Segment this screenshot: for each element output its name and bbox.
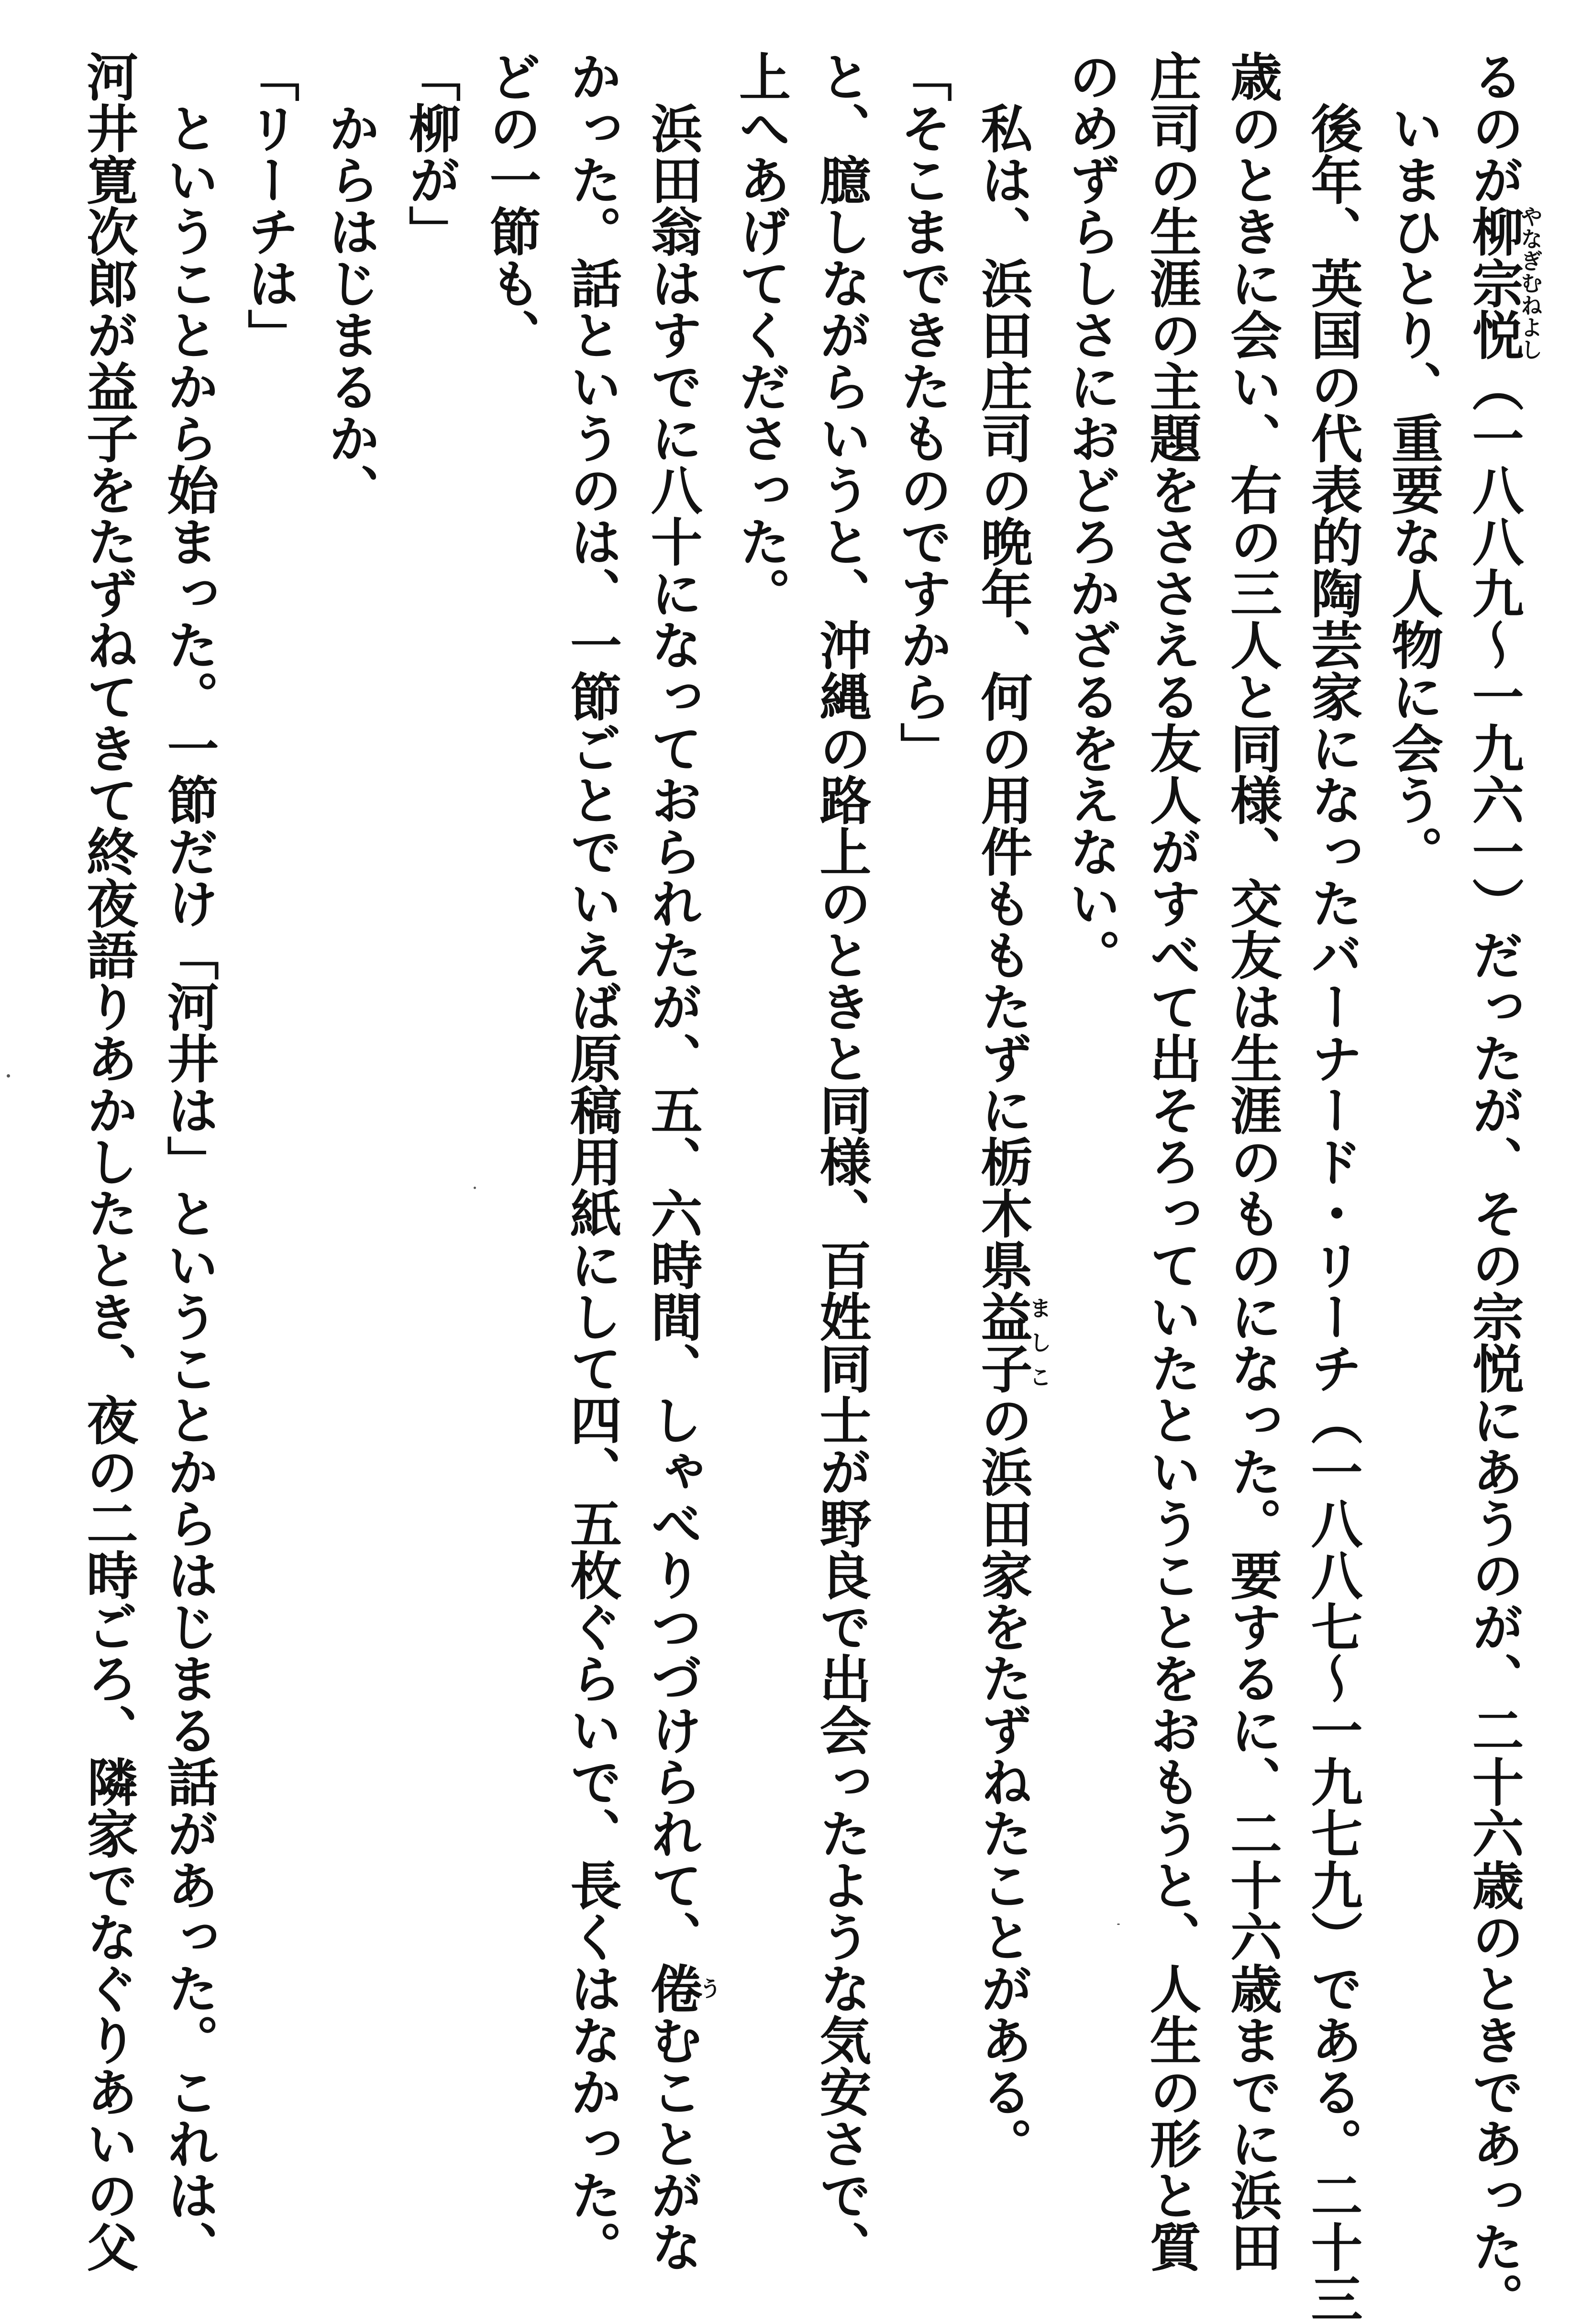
text-line-17: ということから始まった。一節だけ「河井は」ということからはじまる話があった。これは、 [158, 102, 219, 2272]
ruby-yanagi-muneyoshi: 柳宗悦やなぎむねよし [1463, 205, 1543, 360]
text-line-6: のめずらしさにおどろかざるをえない。 [1060, 50, 1121, 980]
scan-speck [1117, 1924, 1120, 1925]
text-line-3: 後年、英国の代表的陶芸家になったバーナード・リーチ（一八八七〜一九七九）である。二十三 [1302, 102, 1362, 2324]
text-line-12: かった。話というのは、一節ごとでいえば原稿用紙にして四、五枚ぐらいで、長くはなかった。 [561, 50, 622, 2272]
text-line-2: いまひとり、重要な人物に会う。 [1383, 102, 1443, 877]
text-line-10: 上へあげてくださった。 [730, 50, 791, 619]
scan-speck [474, 1187, 476, 1189]
text-line-16: 「リーチは」 [239, 50, 299, 360]
text-line-5: 庄司の生涯の主題をささえる友人がすべて出そろっていたということをおもうと、人生の形と質 [1141, 50, 1201, 2272]
ruby-mashiko: 益子ましこ [972, 1290, 1052, 1394]
ruby-u: 倦う [642, 1962, 722, 2014]
text-line-13: どの一節も、 [481, 50, 541, 360]
vertical-text-block [67, 50, 1543, 2324]
text-line-7: 私は、浜田庄司の晩年、何の用件ももたずに栃木県益子ましこの浜田家をたずねたことがある。 [972, 102, 1052, 2169]
text-line-9: と、臆しながらいうと、沖縄の路上のときと同様、百姓同士が野良で出会ったような気安さで、 [811, 50, 871, 2272]
text-line-18: 河井寛次郎が益子をたずねてきて終夜語りあかしたとき、夜の二時ごろ、隣家でなぐりあいの父 [77, 50, 138, 2272]
text-line-1: るのが柳宗悦やなぎむねよし（一八八九〜一九六一）だったが、その宗悦にあうのが、二十六歳のときであった。 [1463, 50, 1543, 2324]
text-line-14: 「柳が」 [400, 50, 461, 257]
text-line-4: 歳のときに会い、右の三人と同様、交友は生涯のものになった。要するに、二十六歳までに浜田 [1221, 50, 1282, 2272]
scan-speck [7, 1074, 10, 1078]
text-line-15: からはじまるか、 [320, 102, 380, 515]
text-line-8: 「そこまできたものですから」 [891, 50, 952, 774]
text-line-11: 浜田翁はすでに八十になっておられたが、五、六時間、しゃべりつづけられて、倦うむことがな [642, 102, 722, 2272]
